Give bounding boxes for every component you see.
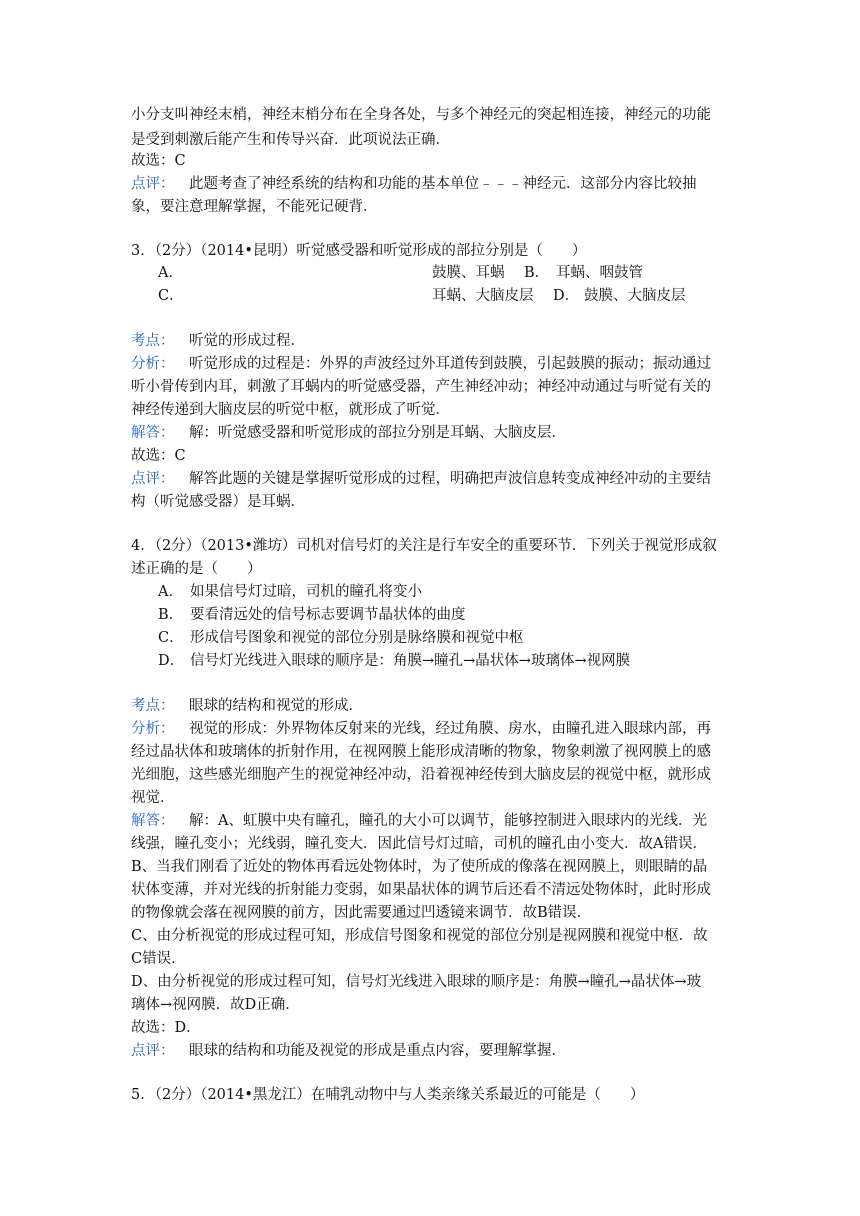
- kaodian-line: [131, 696, 363, 716]
- answer-line: 故选：C: [131, 153, 186, 169]
- question-stem: 4．（2分）（2013•潍坊）司机对信号灯的关注是行车安全的重要环节．下列关于视觉形成叙: [131, 538, 717, 554]
- comment-line: 象，要注意理解掌握，不能死记硬背．: [131, 199, 378, 215]
- jieda-text: 解：听觉感受器和听觉形成的部拉分别是耳蜗、大脑皮层．: [189, 425, 566, 441]
- kaodian-label: 考点：: [131, 333, 175, 349]
- fenxi-text: 听觉形成的过程是：外界的声波经过外耳道传到鼓膜，引起鼓膜的振动；振动通过: [189, 356, 711, 372]
- dianping-text: 解答此题的关键是掌握听觉形成的过程，明确把声波信息转变成神经冲动的主要结: [189, 471, 711, 487]
- option-text-a: 鼓膜、耳蜗: [432, 265, 505, 281]
- answer-line: 故选：D．: [131, 1020, 201, 1036]
- option-text-b: 要看清远处的信号标志要调节晶状体的曲度: [190, 607, 466, 623]
- option-letter-d: D．: [158, 653, 185, 669]
- option-text-a: 如果信号灯过暗，司机的瞳孔将变小: [190, 584, 422, 600]
- option-text-b: 耳蜗、咽鼓管: [556, 265, 643, 281]
- fenxi-line: 听小骨传到内耳，刺激了耳蜗内的听觉感受器，产生神经冲动；神经冲动通过与听觉有关的: [131, 379, 711, 395]
- option-letter-a: A．: [158, 584, 183, 600]
- option-text-c: 耳蜗、大脑皮层: [432, 288, 534, 304]
- jieda-line: 璃体→视网膜．故D正确．: [131, 997, 300, 1013]
- comment-text: 此题考查了神经系统的结构和功能的基本单位﹣﹣﹣神经元．这部分内容比较抽: [189, 176, 697, 192]
- dianping-label: 点评：: [131, 471, 175, 487]
- jieda-text: 解：A、虹膜中央有瞳孔，瞳孔的大小可以调节，能够控制进入眼球内的光线．光: [189, 813, 707, 829]
- fenxi-line: 光细胞，这些感光细胞产生的视觉神经冲动，沿着视神经传到大脑皮层的视觉中枢，就形成: [131, 767, 711, 783]
- jieda-line: C错误．: [131, 951, 186, 967]
- fenxi-line: [131, 719, 711, 739]
- option-text-d: 鼓膜、大脑皮层: [584, 288, 686, 304]
- option-letter-c: C．: [158, 288, 184, 304]
- dianping-line: [131, 1041, 566, 1061]
- option-letter-b: B．: [524, 265, 550, 281]
- option-text-c: 形成信号图象和视觉的部位分别是脉络膜和视觉中枢: [190, 630, 524, 646]
- fenxi-line: 经过晶状体和玻璃体的折射作用，在视网膜上能形成清晰的物象，物象刺激了视网膜上的感: [131, 744, 711, 760]
- answer-line: 故选：C: [131, 448, 186, 464]
- question-stem: 述正确的是（ ）: [131, 561, 262, 577]
- comment-label: 点评：: [131, 176, 175, 192]
- fenxi-line: [131, 354, 711, 374]
- jieda-line: [131, 811, 707, 831]
- text-line: 小分支叫神经末梢，神经末梢分布在全身各处，与多个神经元的突起相连接，神经元的功能: [131, 107, 711, 123]
- dianping-text: 眼球的结构和功能及视觉的形成是重点内容，要理解掌握．: [189, 1043, 566, 1059]
- option-letter-a: A．: [158, 265, 183, 281]
- fenxi-line: 视觉．: [131, 790, 175, 806]
- kaodian-line: [131, 331, 305, 351]
- fenxi-text: 视觉的形成：外界物体反射来的光线，经过角膜、房水，由瞳孔进入眼球内部，再: [189, 721, 711, 737]
- jieda-line: [131, 423, 566, 443]
- fenxi-label: 分析：: [131, 356, 175, 372]
- jieda-label: 解答：: [131, 813, 175, 829]
- jieda-line: 的物像就会落在视网膜的前方，因此需要通过凹透镜来调节．故B错误．: [131, 905, 592, 921]
- jieda-label: 解答：: [131, 425, 175, 441]
- dianping-line: 构（听觉感受器）是耳蜗．: [131, 494, 305, 510]
- dianping-line: [131, 469, 711, 489]
- kaodian-label: 考点：: [131, 698, 175, 714]
- fenxi-line: 神经传递到大脑皮层的听觉中枢，就形成了听觉．: [131, 402, 450, 418]
- kaodian-text: 眼球的结构和视觉的形成．: [189, 698, 363, 714]
- question-stem: 3．（2分）（2014•昆明）听觉感受器和听觉形成的部拉分别是（ ）: [131, 243, 587, 259]
- fenxi-label: 分析：: [131, 721, 175, 737]
- jieda-line: 线强，瞳孔变小；光线弱，瞳孔变大．因此信号灯过暗，司机的瞳孔由小变大．故A错误．: [131, 836, 707, 852]
- comment-line: [131, 174, 697, 194]
- option-letter-c: C．: [158, 630, 184, 646]
- question-stem: 5．（2分）（2014•黑龙江）在哺乳动物中与人类亲缘关系最近的可能是（ ）: [131, 1087, 645, 1103]
- dianping-label: 点评：: [131, 1043, 175, 1059]
- jieda-line: B、当我们刚看了近处的物体再看远处物体时，为了使所成的像落在视网膜上，则眼睛的晶: [131, 859, 708, 875]
- option-text-d: 信号灯光线进入眼球的顺序是：角膜→瞳孔→晶状体→玻璃体→视网膜: [190, 653, 631, 669]
- option-letter-b: B．: [158, 607, 184, 623]
- jieda-line: 状体变薄，并对光线的折射能力变弱，如果晶状体的调节后还看不清远处物体时，此时形成: [131, 882, 711, 898]
- jieda-line: D、由分析视觉的形成过程可知，信号灯光线进入眼球的顺序是：角膜→瞳孔→晶状体→玻: [131, 974, 702, 990]
- text-line: 是受到刺激后能产生和传导兴奋．此项说法正确．: [131, 132, 450, 148]
- option-letter-d: D．: [553, 288, 580, 304]
- kaodian-text: 听觉的形成过程．: [189, 333, 305, 349]
- jieda-line: C、由分析视觉的形成过程可知，形成信号图象和视觉的部位分别是视网膜和视觉中枢．故: [131, 928, 708, 944]
